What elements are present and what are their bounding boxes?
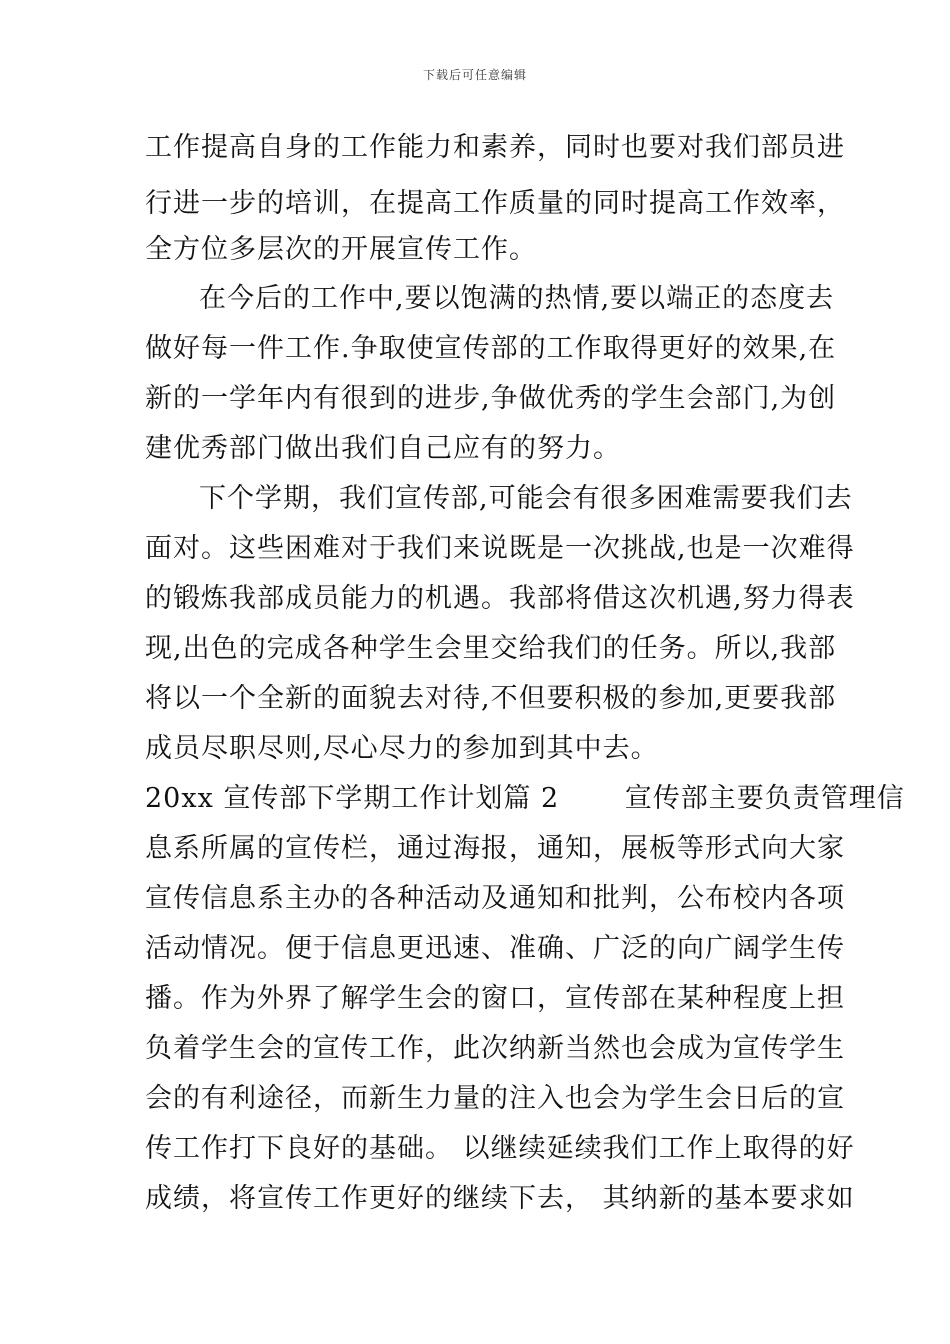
text-line: 建优秀部门做出我们自己应有的努力。 — [145, 433, 621, 464]
text-line: 现,出色的完成各种学生会里交给我们的任务。所以,我部 — [145, 633, 837, 664]
text-line: 播。作为外界了解学生会的窗口，宣传部在某种程度上担 — [145, 983, 845, 1014]
text-line: 宣传信息系主办的各种活动及通知和批判，公布校内各项 — [145, 883, 845, 914]
text-line: 的锻炼我部成员能力的机遇。我部将借这次机遇,努力得表 — [145, 583, 855, 614]
text-line: 做好每一件工作.争取使宣传部的工作取得更好的效果,在 — [145, 333, 837, 364]
text-line: 新的一学年内有很到的进步,争做优秀的学生会部门,为创 — [145, 383, 837, 414]
text-line: 传工作打下良好的基础。 以继续延续我们工作上取得的好 — [145, 1133, 855, 1164]
text-line: 成员尽职尽则,尽心尽力的参加到其中去。 — [145, 733, 659, 764]
text-line: 息系所属的宣传栏，通过海报，通知，展板等形式向大家 — [145, 833, 845, 864]
text-line: 会的有利途径，而新生力量的注入也会为学生会日后的宣 — [145, 1083, 845, 1114]
text-line: 工作提高自身的工作能力和素养，同时也要对我们部员进 — [145, 132, 845, 163]
text-line: 下个学期，我们宣传部,可能会有很多困难需要我们去 — [199, 483, 853, 514]
text-line: 行进一步的培训，在提高工作质量的同时提高工作效率， — [145, 188, 845, 219]
text-line: 将以一个全新的面貌去对待,不但要积极的参加,更要我部 — [145, 683, 837, 714]
text-line: 在今后的工作中,要以饱满的热情,要以端正的态度去 — [199, 283, 835, 314]
text-line: 活动情况。便于信息更迅速、准确、广泛的向广阔学生传 — [145, 933, 845, 964]
text-line: 负着学生会的宣传工作，此次纳新当然也会成为宣传学生 — [145, 1033, 845, 1064]
text-line: 成绩，将宣传工作更好的继续下去， 其纳新的基本要求如 — [145, 1183, 855, 1214]
text-line: 面对。这些困难对于我们来说既是一次挑战,也是一次难得 — [145, 533, 855, 564]
text-line: 全方位多层次的开展宣传工作。 — [145, 234, 537, 265]
page-header: 下载后可任意编辑 — [422, 68, 527, 82]
text-line: 20xx 宣传部下学期工作计划篇 2 宣传部主要负责管理信 — [145, 783, 905, 814]
